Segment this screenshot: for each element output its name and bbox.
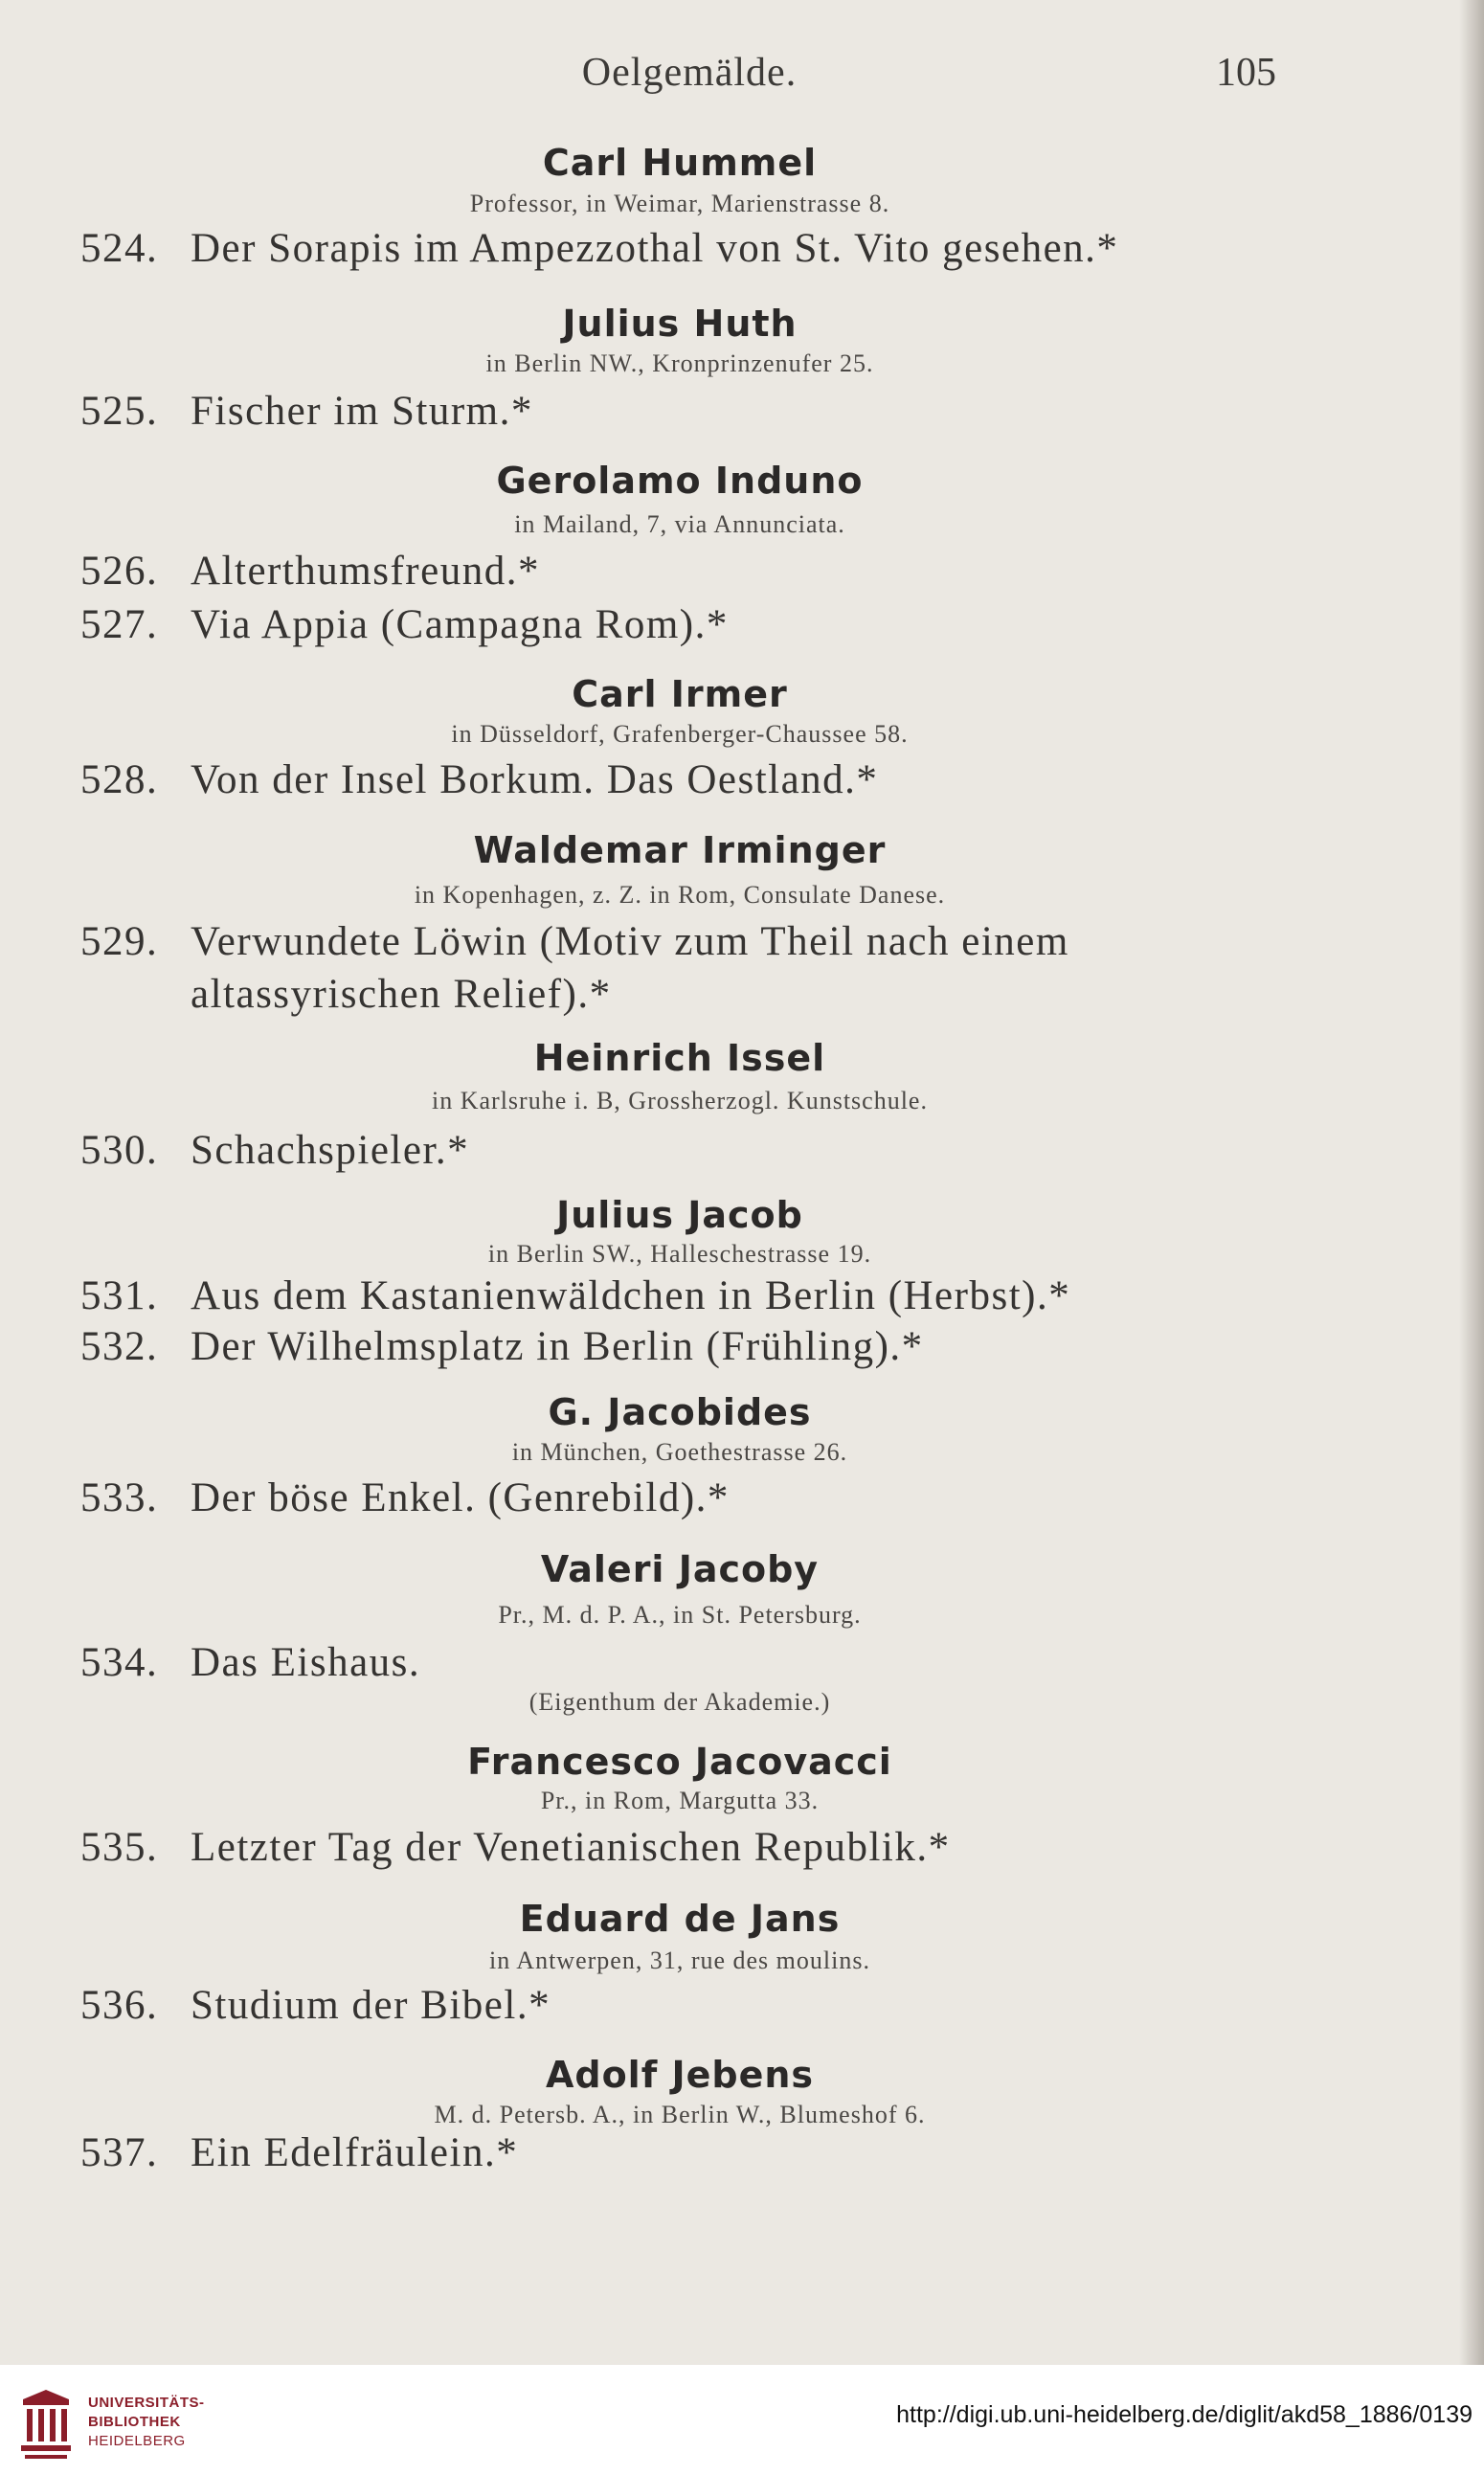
entry-title: Studium der Bibel.* bbox=[191, 1983, 551, 2028]
page-edge-shadow bbox=[1459, 0, 1484, 2365]
catalogue-entry bbox=[80, 1473, 1306, 1524]
entry-title: Schachspieler.* bbox=[191, 1128, 470, 1173]
entry-title-continuation: altassyrischen Relief).* bbox=[191, 972, 612, 1017]
artist-name: Waldemar Irminger bbox=[473, 829, 887, 871]
page-header bbox=[0, 50, 1484, 107]
artist-name: Francesco Jacovacci bbox=[467, 1741, 892, 1783]
entry-number: 529. bbox=[80, 919, 159, 964]
library-name[interactable] bbox=[88, 2394, 205, 2451]
entry-number: 535. bbox=[80, 1825, 159, 1870]
artist-address: in Antwerpen, 31, rue des moulins. bbox=[489, 1946, 870, 1974]
catalogue-entry bbox=[80, 754, 1306, 806]
running-title: Oelgemälde. bbox=[581, 51, 798, 95]
entry-title: Ein Edelfräulein.* bbox=[191, 2130, 519, 2175]
library-name-line: UNIVERSITÄTS- bbox=[88, 2395, 205, 2411]
viewer-footer bbox=[0, 2365, 1484, 2475]
catalogue-entry-continuation bbox=[80, 969, 1306, 1021]
artist-address: in Kopenhagen, z. Z. in Rom, Consulate Danese. bbox=[414, 881, 946, 909]
artist-name: Gerolamo Induno bbox=[496, 460, 864, 502]
entry-title: Alterthumsfreund.* bbox=[191, 549, 540, 594]
catalogue-entry bbox=[80, 1125, 1306, 1177]
ownership-note: (Eigenthum der Akademie.) bbox=[528, 1688, 831, 1716]
artist-name: Eduard de Jans bbox=[519, 1898, 841, 1940]
entry-number: 537. bbox=[80, 2130, 159, 2175]
entry-number: 531. bbox=[80, 1273, 159, 1318]
catalogue-entry bbox=[80, 916, 1306, 968]
artist-name: Adolf Jebens bbox=[545, 2054, 815, 2096]
entry-title: Der böse Enkel. (Genrebild).* bbox=[191, 1475, 730, 1520]
catalogue-entry bbox=[80, 1822, 1306, 1874]
entry-number: 534. bbox=[80, 1640, 159, 1685]
artist-name: Julius Jacob bbox=[556, 1194, 803, 1236]
entry-number: 536. bbox=[80, 1983, 159, 2028]
catalogue-entry bbox=[80, 546, 1306, 597]
catalogue-entry bbox=[80, 1321, 1306, 1373]
entry-title: Fischer im Sturm.* bbox=[191, 389, 533, 434]
catalogue-entry bbox=[80, 1637, 1306, 1689]
entry-number: 527. bbox=[80, 602, 159, 647]
artist-name: Carl Hummel bbox=[542, 142, 818, 184]
catalogue-entry bbox=[80, 2127, 1306, 2179]
catalogue-entry bbox=[80, 223, 1306, 275]
entry-number: 532. bbox=[80, 1324, 159, 1369]
entry-number: 528. bbox=[80, 757, 159, 802]
entry-title: Verwundete Löwin (Motiv zum Theil nach einem bbox=[191, 919, 1069, 964]
entry-title: Aus dem Kastanienwäldchen in Berlin (Herbst).* bbox=[191, 1273, 1071, 1318]
artist-address: Professor, in Weimar, Marienstrasse 8. bbox=[469, 190, 890, 217]
artist-address: Pr., in Rom, Margutta 33. bbox=[540, 1787, 820, 1814]
entry-number: 530. bbox=[80, 1128, 159, 1173]
entry-title: Der Wilhelmsplatz in Berlin (Frühling).* bbox=[191, 1324, 924, 1369]
artist-name: Valeri Jacoby bbox=[540, 1548, 820, 1590]
artist-name: Carl Irmer bbox=[572, 673, 788, 715]
artist-address: in Düsseldorf, Grafenberger-Chaussee 58. bbox=[451, 720, 909, 748]
entry-title: Das Eishaus. bbox=[191, 1640, 421, 1685]
catalogue-entry bbox=[80, 386, 1306, 438]
library-name-line: BIBLIOTHEK bbox=[88, 2414, 181, 2430]
catalogue-entry bbox=[80, 599, 1306, 651]
entry-number: 533. bbox=[80, 1475, 159, 1520]
artist-name: Heinrich Issel bbox=[533, 1037, 826, 1079]
entry-title: Via Appia (Campagna Rom).* bbox=[191, 602, 729, 647]
artist-address: Pr., M. d. P. A., in St. Petersburg. bbox=[498, 1601, 862, 1629]
artist-address: in Berlin SW., Halleschestrasse 19. bbox=[487, 1240, 872, 1268]
entry-number: 525. bbox=[80, 389, 159, 434]
library-name-line: HEIDELBERG bbox=[88, 2433, 186, 2449]
artist-address: in München, Goethestrasse 26. bbox=[511, 1438, 848, 1466]
artist-name: Julius Huth bbox=[562, 303, 798, 345]
entry-title: Der Sorapis im Ampezzothal von St. Vito gesehen.* bbox=[191, 226, 1119, 271]
library-logo-icon[interactable] bbox=[17, 2386, 75, 2463]
permalink-url[interactable]: http://digi.ub.uni-heidelberg.de/diglit/akd58_1886/0139 bbox=[896, 2401, 1473, 2428]
entry-title: Letzter Tag der Venetianischen Republik.* bbox=[191, 1825, 951, 1870]
entry-number: 526. bbox=[80, 549, 159, 594]
artist-address: in Mailand, 7, via Annunciata. bbox=[514, 510, 845, 538]
entry-title: Von der Insel Borkum. Das Oestland.* bbox=[191, 757, 879, 802]
artist-address: in Karlsruhe i. B, Grossherzogl. Kunstschule. bbox=[432, 1087, 928, 1114]
page-number: 105 bbox=[1216, 51, 1276, 95]
catalogue-entry bbox=[80, 1271, 1306, 1322]
artist-name: G. Jacobides bbox=[548, 1391, 812, 1433]
catalogue-entry bbox=[80, 1980, 1306, 2032]
entry-number: 524. bbox=[80, 226, 159, 271]
artist-address: M. d. Petersb. A., in Berlin W., Blumeshof 6. bbox=[434, 2101, 926, 2128]
artist-address: in Berlin NW., Kronprinzenufer 25. bbox=[485, 349, 874, 377]
